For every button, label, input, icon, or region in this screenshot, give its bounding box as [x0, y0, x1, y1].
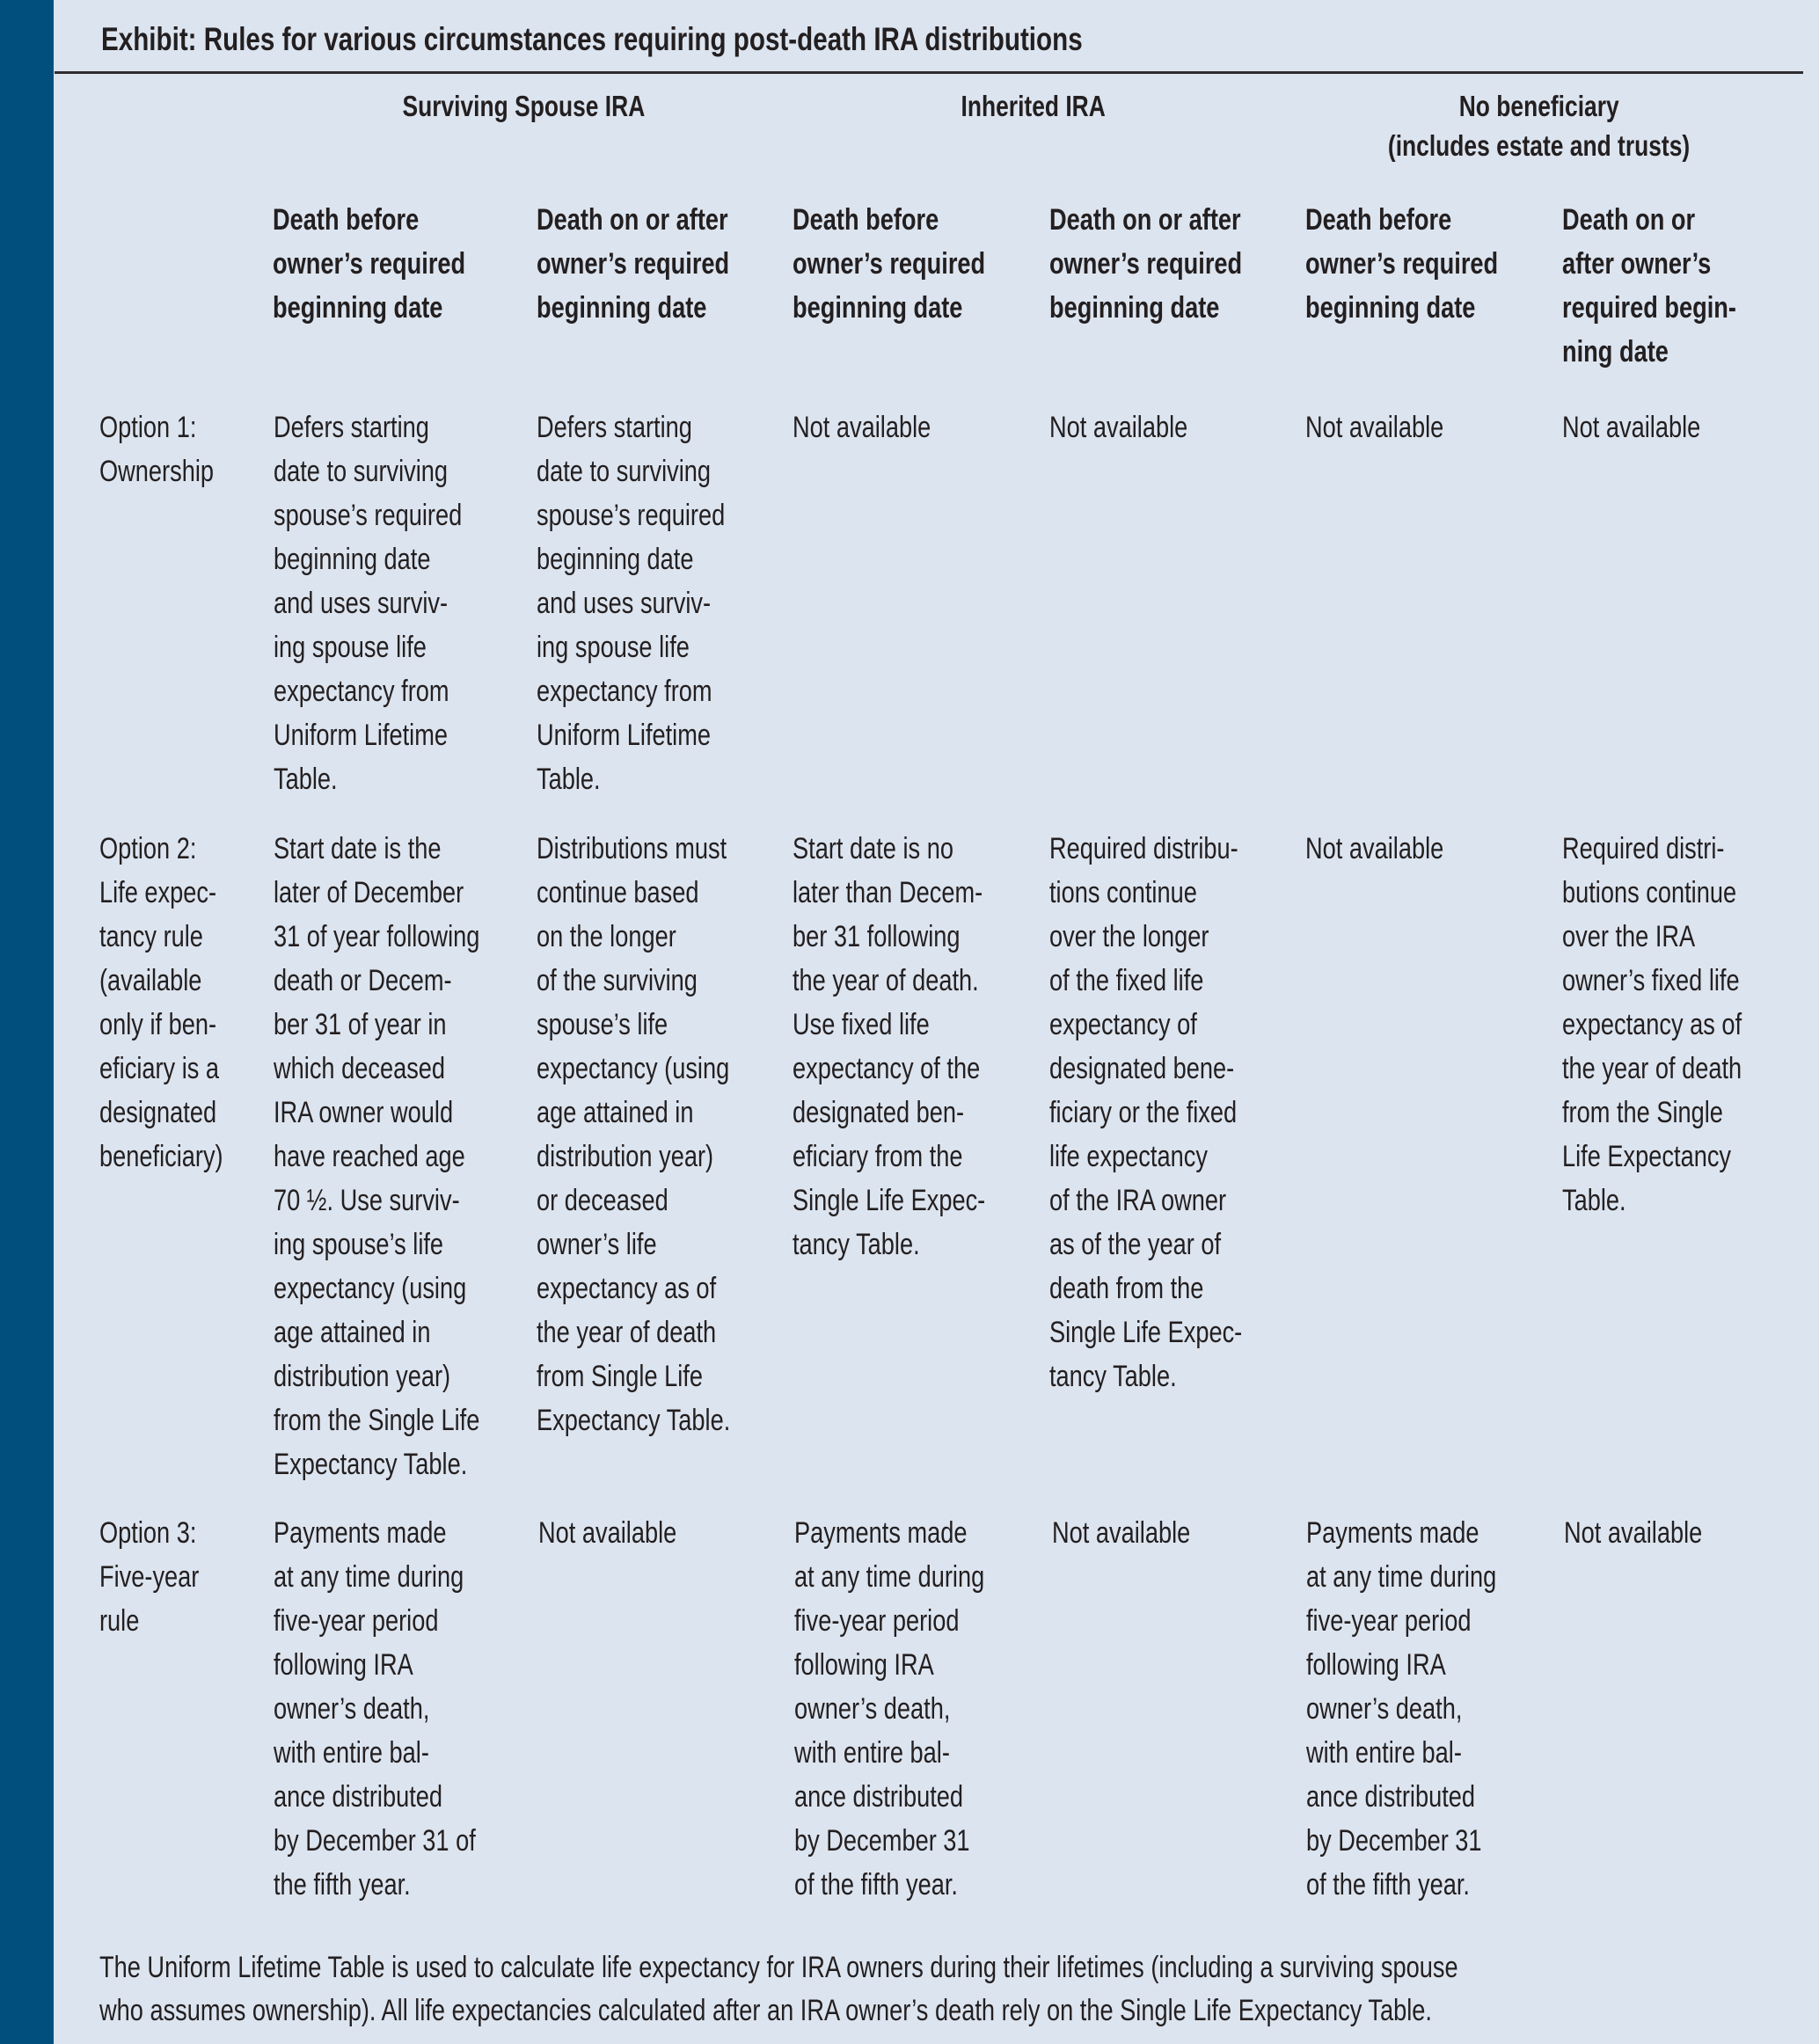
text-line: beginning date — [274, 543, 431, 576]
text-line: Start date is the — [274, 832, 442, 865]
text-line: ing spouse life — [537, 631, 690, 664]
text-line: Defers starting — [537, 411, 692, 444]
text-line: butions continue — [1562, 876, 1737, 909]
text-line: designated ben- — [793, 1096, 965, 1129]
text-line — [774, 86, 1293, 126]
text-line: tancy rule — [99, 920, 203, 953]
text-line: owner’s required — [1305, 247, 1499, 281]
text-line: Single Life Expec- — [793, 1184, 986, 1217]
text-line-inner: Surviving Spouse IRA — [402, 90, 645, 122]
text-line: from Single Life — [537, 1360, 703, 1393]
text-line: Uniform Lifetime — [537, 719, 712, 752]
text-line: on the longer — [537, 920, 676, 953]
table-cell — [537, 827, 778, 1442]
text-line: over the IRA — [1562, 920, 1696, 953]
table-cell — [794, 1511, 1032, 1907]
column-header — [793, 198, 1034, 330]
text-line: owner’s required — [1049, 247, 1243, 281]
text-line: Single Life Expec- — [1049, 1316, 1243, 1349]
text-line: five-year period — [274, 1604, 439, 1638]
text-line: Not available — [1305, 411, 1444, 444]
text-line: owner’s life — [537, 1228, 657, 1261]
text-line: life expectancy — [1049, 1140, 1208, 1173]
text-line: the year of death. — [793, 964, 979, 997]
text-line: as of the year of — [1049, 1228, 1222, 1261]
text-line: ance distributed — [274, 1780, 443, 1814]
text-line: Defers starting — [274, 411, 429, 444]
text-line: 70 ½. Use surviv- — [274, 1184, 460, 1217]
text-line: Uniform Lifetime — [274, 719, 449, 752]
text-line: date to surviving — [274, 455, 449, 488]
text-line: from the Single — [1562, 1096, 1723, 1129]
text-line: tancy Table. — [1049, 1360, 1177, 1393]
text-line: distribution year) — [274, 1360, 451, 1393]
text-line: following IRA — [794, 1648, 934, 1682]
text-line: spouse’s life — [537, 1008, 668, 1041]
table-cell — [793, 405, 966, 449]
table-cell — [1306, 1511, 1544, 1907]
table-cell — [1305, 827, 1479, 871]
text-line: expectancy as of — [1562, 1008, 1742, 1041]
text-line: expectancy (using — [274, 1272, 467, 1305]
text-line: Table. — [1562, 1184, 1626, 1217]
footnote — [99, 1946, 1798, 2033]
row-label-option-1 — [99, 405, 243, 493]
side-accent-band — [0, 0, 54, 2044]
text-line: ance distributed — [1306, 1780, 1476, 1814]
text-line: over the longer — [1049, 920, 1209, 953]
table-cell — [274, 1511, 526, 1907]
title-divider — [55, 71, 1803, 74]
text-line: Not available — [538, 1516, 677, 1550]
text-line: Not available — [1052, 1516, 1191, 1550]
text-line: five-year period — [794, 1604, 960, 1638]
text-line-inner: Inherited IRA — [961, 90, 1107, 122]
text-line: eficiary is a — [99, 1052, 220, 1085]
column-header — [1049, 198, 1290, 330]
text-line-inner: No beneficiary — [1459, 90, 1619, 122]
text-line: from the Single Life — [274, 1404, 480, 1437]
text-line: beginning date — [273, 291, 443, 325]
text-line: Option 3: — [99, 1516, 197, 1550]
text-line: Expectancy Table. — [274, 1448, 468, 1481]
text-line: distribution year) — [537, 1140, 714, 1173]
text-line: ning date — [1562, 335, 1669, 369]
group-header-inherited — [774, 86, 1293, 126]
exhibit-title-text: Exhibit: Rules for various circumstances requiring post-death IRA distributions — [101, 21, 1083, 57]
text-line: expectancy as of — [537, 1272, 717, 1305]
text-line: of the surviving — [537, 964, 698, 997]
text-line: ficiary or the fixed — [1049, 1096, 1238, 1129]
row-label-option-3 — [99, 1511, 224, 1643]
group-header-surviving-spouse — [264, 86, 783, 126]
text-line: owner’s fixed life — [1562, 964, 1740, 997]
text-line: or deceased — [537, 1184, 668, 1217]
text-line: who assumes ownership). All life expectancies calculated after an IRA owner’s death rely on the Single Life Expectancy Table. — [99, 1994, 1432, 2027]
text-line: of the fifth year. — [794, 1868, 958, 1902]
text-line: with entire bal- — [794, 1736, 950, 1770]
text-line: with entire bal- — [274, 1736, 429, 1770]
text-line: designated — [99, 1096, 217, 1129]
text-line: after owner’s — [1562, 247, 1712, 281]
text-line: Not available — [1562, 411, 1701, 444]
column-header — [537, 198, 778, 330]
text-line: the fifth year. — [274, 1868, 411, 1902]
text-line: Payments made — [274, 1516, 447, 1550]
text-line — [264, 86, 783, 126]
text-line: eficiary from the — [793, 1140, 963, 1173]
table-cell — [274, 405, 509, 801]
text-line: expectancy of — [1049, 1008, 1197, 1041]
text-line: Five-year — [99, 1560, 200, 1594]
table-cell — [1049, 827, 1290, 1398]
text-line: ber 31 of year in — [274, 1008, 447, 1041]
text-line: Death on or after — [537, 203, 728, 237]
text-line: Death on or — [1562, 203, 1696, 237]
text-line: later than Decem- — [793, 876, 983, 909]
text-line: Death before — [793, 203, 939, 237]
text-line: Required distribu- — [1049, 832, 1238, 865]
text-line: Distributions must — [537, 832, 727, 865]
text-line: with entire bal- — [1306, 1736, 1462, 1770]
text-line: IRA owner would — [274, 1096, 454, 1129]
text-line: later of December — [274, 876, 464, 909]
group-header-no-beneficiary — [1293, 86, 1786, 165]
text-line: (available — [99, 964, 202, 997]
text-line: beginning date — [1049, 291, 1220, 325]
table-cell — [537, 405, 772, 801]
text-line: and uses surviv- — [537, 587, 712, 620]
text-line: Life Expectancy — [1562, 1140, 1732, 1173]
table-cell — [1052, 1511, 1225, 1555]
table-cell — [1564, 1511, 1737, 1555]
text-line: Not available — [793, 411, 931, 444]
text-line: Option 2: — [99, 832, 197, 865]
text-line: owner’s death, — [1306, 1692, 1463, 1726]
text-line: the year of death — [537, 1316, 717, 1349]
text-line: expectancy of the — [793, 1052, 981, 1085]
text-line: Use fixed life — [793, 1008, 930, 1041]
text-line: at any time during — [794, 1560, 985, 1594]
text-line: following IRA — [1306, 1648, 1446, 1682]
text-line: required begin- — [1562, 291, 1736, 325]
exhibit-title — [101, 18, 1328, 62]
table-cell — [1049, 405, 1223, 449]
text-line: Not available — [1049, 411, 1188, 444]
text-line: tancy Table. — [793, 1228, 920, 1261]
text-line: owner’s required — [537, 247, 730, 281]
text-line: Option 1: — [99, 411, 197, 444]
text-line — [1293, 126, 1786, 165]
text-line: date to surviving — [537, 455, 712, 488]
text-line: at any time during — [274, 1560, 464, 1594]
text-line: Expectancy Table. — [537, 1404, 731, 1437]
column-header — [273, 198, 514, 330]
text-line: following IRA — [274, 1648, 413, 1682]
text-line: 31 of year following — [274, 920, 480, 953]
column-header — [1305, 198, 1546, 330]
text-line: expectancy from — [537, 675, 712, 708]
text-line: spouse’s required — [274, 499, 463, 532]
text-line: owner’s death, — [794, 1692, 951, 1726]
row-label-option-2 — [99, 827, 254, 1179]
text-line: The Uniform Lifetime Table is used to calculate life expectancy for IRA owners during their lifetimes (including a surviving spouse — [99, 1951, 1458, 1984]
text-line: by December 31 — [794, 1824, 970, 1858]
text-line: beginning date — [1305, 291, 1476, 325]
text-line: designated bene- — [1049, 1052, 1235, 1085]
text-line: owner’s required — [793, 247, 986, 281]
text-line: five-year period — [1306, 1604, 1472, 1638]
text-line: and uses surviv- — [274, 587, 449, 620]
text-line: ing spouse life — [274, 631, 427, 664]
text-line: Death before — [273, 203, 420, 237]
text-line: by December 31 — [1306, 1824, 1482, 1858]
text-line: Not available — [1564, 1516, 1703, 1550]
text-line: of the IRA owner — [1049, 1184, 1227, 1217]
text-line: Life expec- — [99, 876, 217, 909]
text-line-inner: (includes estate and trusts) — [1388, 129, 1691, 162]
text-line: continue based — [537, 876, 699, 909]
text-line: death or Decem- — [274, 964, 452, 997]
text-line: Start date is no — [793, 832, 953, 865]
text-line: Death on or after — [1049, 203, 1241, 237]
text-line: of the fixed life — [1049, 964, 1204, 997]
text-line: ance distributed — [794, 1780, 964, 1814]
text-line: only if ben- — [99, 1008, 217, 1041]
text-line: age attained in — [537, 1096, 694, 1129]
text-line: by December 31 of — [274, 1824, 476, 1858]
text-line: Table. — [537, 763, 601, 796]
table-cell — [1562, 827, 1786, 1223]
text-line: ing spouse’s life — [274, 1228, 444, 1261]
text-line: Payments made — [1306, 1516, 1479, 1550]
text-line: expectancy (using — [537, 1052, 730, 1085]
table-cell — [793, 827, 1034, 1267]
text-line: death from the — [1049, 1272, 1204, 1305]
text-line: Not available — [1305, 832, 1444, 865]
text-line: owner’s required — [273, 247, 466, 281]
text-line: have reached age — [274, 1140, 465, 1173]
text-line: Ownership — [99, 455, 215, 488]
text-line: at any time during — [1306, 1560, 1497, 1594]
text-line: beginning date — [537, 291, 707, 325]
text-line: ber 31 following — [793, 920, 961, 953]
text-line: expectancy from — [274, 675, 449, 708]
text-line: beneficiary) — [99, 1140, 223, 1173]
text-line: Table. — [274, 763, 338, 796]
table-cell — [538, 1511, 712, 1555]
text-line: age attained in — [274, 1316, 431, 1349]
table-cell — [1562, 405, 1735, 449]
column-header — [1562, 198, 1779, 374]
text-line: tions continue — [1049, 876, 1197, 909]
text-line: spouse’s required — [537, 499, 726, 532]
table-cell — [1305, 405, 1479, 449]
text-line — [1293, 86, 1786, 126]
table-cell — [274, 827, 531, 1486]
text-line: rule — [99, 1604, 140, 1638]
text-line: Death before — [1305, 203, 1452, 237]
text-line: Payments made — [794, 1516, 968, 1550]
text-line: which deceased — [274, 1052, 446, 1085]
text-line: of the fifth year. — [1306, 1868, 1470, 1902]
text-line: beginning date — [793, 291, 963, 325]
text-line: the year of death — [1562, 1052, 1742, 1085]
text-line: owner’s death, — [274, 1692, 430, 1726]
text-line: Required distri- — [1562, 832, 1725, 865]
text-line: beginning date — [537, 543, 694, 576]
